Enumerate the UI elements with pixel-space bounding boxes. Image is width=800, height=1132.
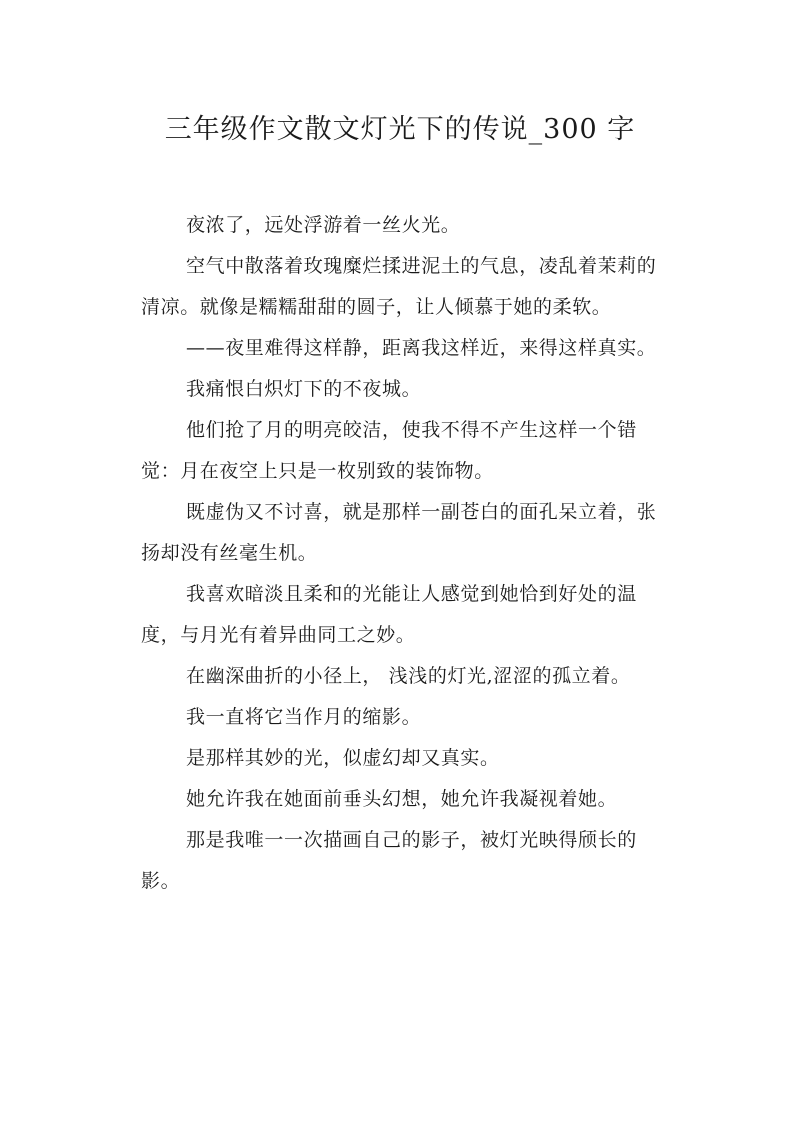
paragraph: 我一直将它当作月的缩影。: [186, 706, 422, 728]
paragraph: 她允许我在她面前垂头幻想，她允许我凝视着她。: [186, 788, 618, 810]
paragraph: 是那样其妙的光，似虚幻却又真实。: [186, 747, 500, 769]
paragraph: 夜浓了，远处浮游着一丝火光。: [186, 214, 461, 236]
paragraph: 我痛恨白炽灯下的不夜城。: [186, 378, 422, 400]
paragraph: 那是我唯一一次描画自己的影子，被灯光映得颀长的影。: [141, 829, 637, 892]
paragraph: ——夜里难得这样静，距离我这样近，来得这样真实。: [186, 337, 657, 359]
paragraph: 既虚伪又不讨喜，就是那样一副苍白的面孔呆立着，张扬却没有丝毫生机。: [141, 501, 657, 564]
paragraph: 我喜欢暗淡且柔和的光能让人感觉到她恰到好处的温度，与月光有着异曲同工之妙。: [141, 583, 637, 646]
paragraph: 他们抢了月的明亮皎洁，使我不得不产生这样一个错觉：月在夜空上只是一枚别致的装饰物。: [141, 419, 637, 482]
document-title: 三年级作文散文灯光下的传说_300 字: [164, 114, 636, 145]
document-body: [141, 205, 671, 902]
paragraph: 空气中散落着玫瑰糜烂揉进泥土的气息，凌乱着茉莉的清凉。就像是糯糯甜甜的圆子，让人倾慕于她的柔软。: [141, 255, 657, 318]
paragraph: 在幽深曲折的小径上， 浅浅的灯光,涩涩的孤立着。: [186, 665, 631, 687]
